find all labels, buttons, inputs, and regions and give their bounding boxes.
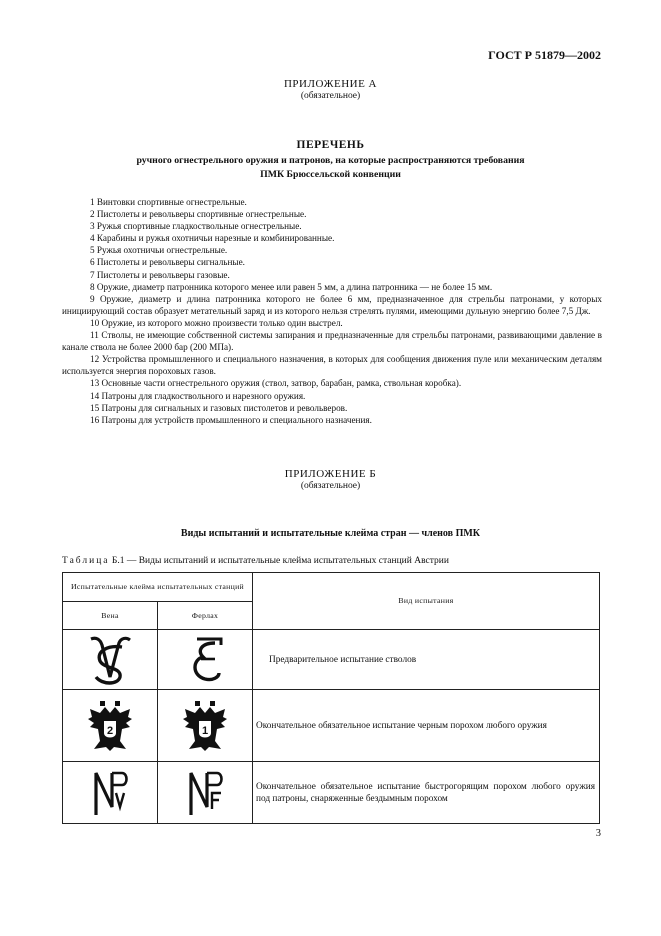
proof-marks-table (62, 572, 600, 824)
ferlach-eagle-1-mark-icon (181, 697, 229, 755)
header-marks-cell (63, 573, 253, 602)
appendix-a-subtitle: (обязательное) (300, 91, 361, 101)
table-row (63, 690, 600, 762)
header-test-cell (253, 573, 600, 630)
list-item: 8 Оружие, диаметр патронника которого менее или равен 5 мм, а длина патронника — не более 15 мм. (90, 281, 493, 292)
col-vienna-cell (63, 602, 158, 630)
list-item: 1 Винтовки спортивные огнестрельные. (90, 197, 247, 207)
list-item: 6 Пистолеты и револьверы сигнальные. (90, 257, 245, 268)
list-subtitle-line1: ручного огнестрельного оружия и патронов, на которые распространяются требования (136, 155, 525, 166)
header-test: Вид испытания (398, 596, 454, 605)
section-title: Виды испытаний и испытательные клейма стран — членов ПМК (180, 528, 481, 539)
list-subtitle-line2: ПМК Брюссельской конвенции (260, 169, 401, 180)
header-marks: Испытательные клейма испытательных станций (70, 582, 245, 591)
ferlach-provisional-mark-icon (181, 633, 229, 687)
appendix-b-subtitle: (обязательное) (300, 481, 361, 491)
ferlach-mark-cell (158, 762, 253, 824)
list-item: 13 Основные части огнестрельного оружия (ствол, затвор, барабан, рамка, ствольная коробка). (90, 378, 462, 389)
table-row (63, 762, 600, 824)
ferlach-mark-cell (158, 690, 253, 762)
vienna-npv-mark-icon (90, 767, 130, 819)
test-description (253, 630, 600, 690)
vienna-mark-cell (63, 690, 158, 762)
vienna-provisional-mark-icon (86, 633, 134, 687)
svg-text:1: 1 (201, 724, 209, 737)
test-description (253, 690, 600, 762)
weapons-list (62, 196, 602, 426)
list-item: 12 Устройства промышленного и специального назначения, в которых для сообщения движения пуле или механическим деталям используется энергия пороховых газов. (62, 354, 602, 377)
test-description (253, 762, 600, 824)
list-item: 14 Патроны для гладкоствольного и нарезного оружия. (90, 390, 306, 401)
page-number: 3 (595, 828, 601, 839)
table-caption (62, 556, 449, 566)
col-vienna: Вена (101, 611, 119, 620)
test-text: Окончательное обязательное испытание черным порохом любого оружия (256, 720, 547, 731)
vienna-eagle-2-mark-icon (86, 697, 134, 755)
test-text: Окончательное обязательное испытание быстрогорящим порохом любого оружия под патроны, снаряженные бездымным порохом (256, 781, 595, 804)
list-item: 2 Пистолеты и револьверы спортивные огнестрельные. (90, 209, 307, 220)
col-ferlach: Ферлах (191, 611, 219, 620)
list-item: 9 Оружие, диаметр и длина патронника которого не более 6 мм, предназначенное для стрельбы патронами, у которых инициирующий состав образует метательный заряд и из которого нельзя стрелять пулями, имеющими дульную энергию более 7,5 Дж. (62, 293, 602, 316)
list-item: 3 Ружья спортивные гладкоствольные огнестрельные. (90, 221, 302, 232)
list-title: ПЕРЕЧЕНЬ (296, 139, 365, 151)
ferlach-npf-mark-icon (185, 767, 225, 819)
list-item: 4 Карабины и ружья охотничьи нарезные и комбинированные. (90, 233, 335, 244)
standard-number: ГОСТ Р 51879—2002 (488, 48, 601, 62)
vienna-mark-cell (63, 762, 158, 824)
list-item: 15 Патроны для сигнальных и газовых пистолетов и револьверов. (90, 402, 348, 413)
list-item: 5 Ружья охотничьи огнестрельные. (90, 245, 228, 256)
test-text: Предварительное испытание стволов (269, 654, 417, 665)
ferlach-mark-cell (158, 630, 253, 690)
appendix-b-title: ПРИЛОЖЕНИЕ Б (284, 468, 377, 480)
svg-text:2: 2 (106, 724, 114, 737)
col-ferlach-cell (158, 602, 253, 630)
list-item: 16 Патроны для устройств промышленного и специального назначения. (90, 414, 372, 425)
table-row (63, 630, 600, 690)
appendix-a-title: ПРИЛОЖЕНИЕ А (283, 78, 377, 90)
vienna-mark-cell (63, 630, 158, 690)
table-caption-text: Б.1 — Виды испытаний и испытательные клейма испытательных станций Австрии (109, 556, 449, 566)
table-caption-prefix: Таблица (62, 556, 110, 566)
list-item: 7 Пистолеты и револьверы газовые. (90, 269, 230, 280)
list-item: 10 Оружие, из которого можно произвести только один выстрел. (90, 317, 343, 328)
list-item: 11 Стволы, не имеющие собственной системы запирания и предназначенные для стрельбы патронами, развивающими давление в канале ствола не более 2000 бар (200 МПа). (62, 330, 602, 353)
